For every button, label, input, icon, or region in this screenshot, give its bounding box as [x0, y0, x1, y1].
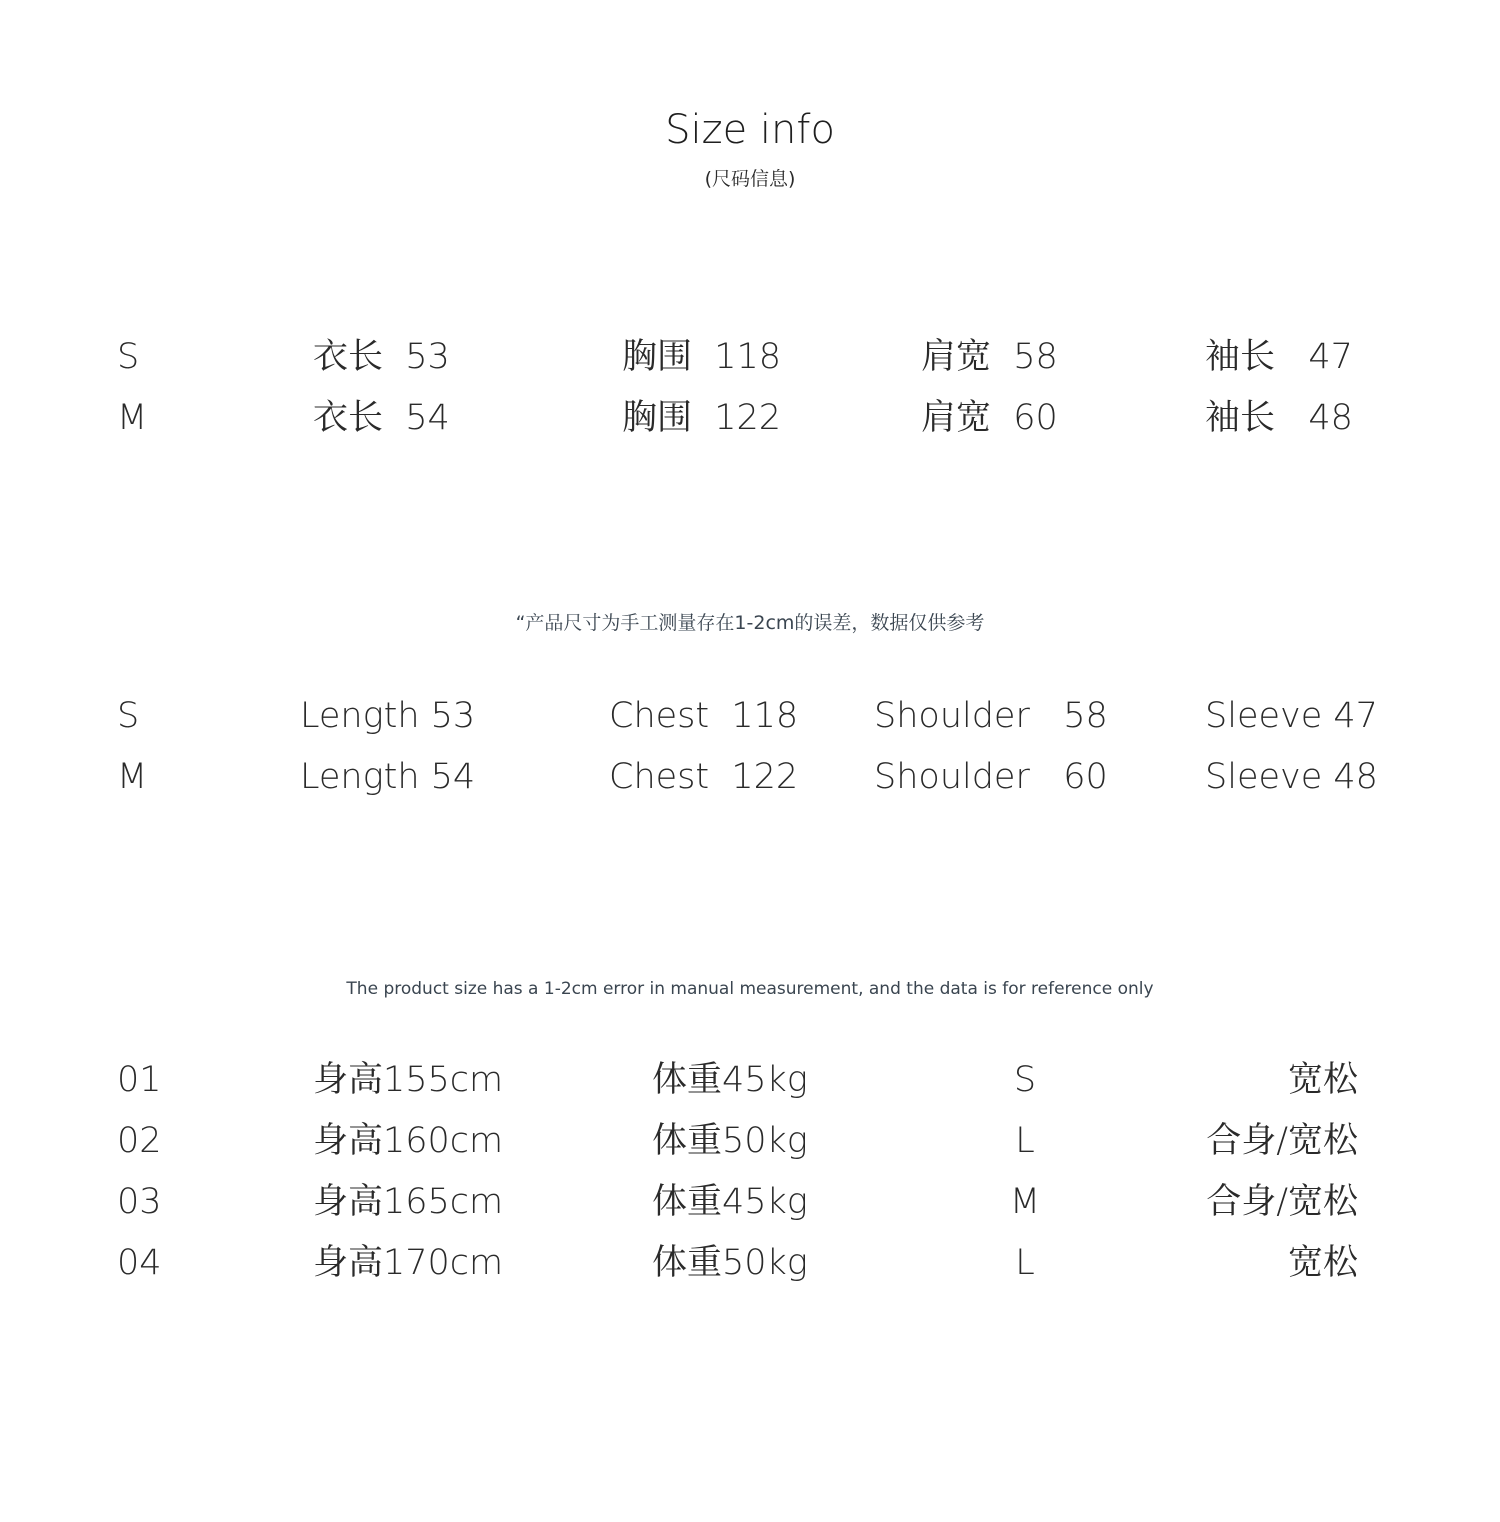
measurement-note-en: The product size has a 1-2cm error in manual measurement, and the data is for reference only [346, 979, 1154, 999]
fit-row [0, 1055, 1500, 1105]
model-id: 03 [117, 1182, 162, 1222]
length-value: 衣长 54 [313, 398, 450, 438]
page-title: Size info [665, 107, 835, 153]
weight-value: 体重45kg [652, 1182, 808, 1222]
length-value: Length 53 [300, 696, 476, 736]
size-row-en-m [0, 752, 1500, 802]
fit-row [0, 1177, 1500, 1227]
chest-value: Chest 118 [609, 696, 799, 736]
shoulder-value: Shoulder 60 [874, 757, 1108, 797]
sleeve-value: Sleeve 48 [1205, 757, 1378, 797]
shoulder-value: 肩宽 60 [921, 398, 1058, 438]
weight-value: 体重50kg [652, 1243, 808, 1283]
size-row-en-s [0, 691, 1500, 741]
fit-type: 合身/宽松 [1206, 1121, 1358, 1161]
fit-row [0, 1238, 1500, 1288]
chest-value: Chest 122 [609, 757, 799, 797]
fit-type: 宽松 [1287, 1243, 1358, 1283]
size-label: S [117, 337, 140, 377]
size-row-cn-m [0, 393, 1500, 443]
size-worn: L [1015, 1121, 1035, 1161]
page-subtitle: (尺码信息) [704, 168, 796, 190]
sleeve-value: Sleeve 47 [1205, 696, 1378, 736]
chest-value: 胸围 122 [622, 398, 782, 438]
sleeve-value: 袖长 47 [1205, 337, 1353, 377]
height-value: 身高165cm [313, 1182, 504, 1222]
size-label: S [117, 696, 140, 736]
sleeve-value: 袖长 48 [1205, 398, 1353, 438]
size-label: M [117, 757, 148, 797]
height-value: 身高170cm [313, 1243, 504, 1283]
size-label: M [117, 398, 148, 438]
weight-value: 体重50kg [652, 1121, 808, 1161]
fit-type: 合身/宽松 [1206, 1182, 1358, 1222]
measurement-note-cn: “产品尺寸为手工测量存在1-2cm的误差，数据仅供参考 [515, 612, 985, 634]
weight-value: 体重45kg [652, 1060, 808, 1100]
chest-value: 胸围 118 [622, 337, 782, 377]
model-id: 01 [117, 1060, 162, 1100]
shoulder-value: 肩宽 58 [921, 337, 1058, 377]
size-worn: L [1015, 1243, 1035, 1283]
height-value: 身高160cm [313, 1121, 504, 1161]
size-worn: M [1009, 1182, 1041, 1222]
shoulder-value: Shoulder 58 [874, 696, 1108, 736]
size-row-cn-s [0, 332, 1500, 382]
model-id: 04 [117, 1243, 162, 1283]
fit-type: 宽松 [1287, 1060, 1358, 1100]
length-value: 衣长 53 [313, 337, 450, 377]
length-value: Length 54 [300, 757, 476, 797]
size-worn: S [1013, 1060, 1037, 1100]
height-value: 身高155cm [313, 1060, 504, 1100]
model-id: 02 [117, 1121, 162, 1161]
fit-row [0, 1116, 1500, 1166]
